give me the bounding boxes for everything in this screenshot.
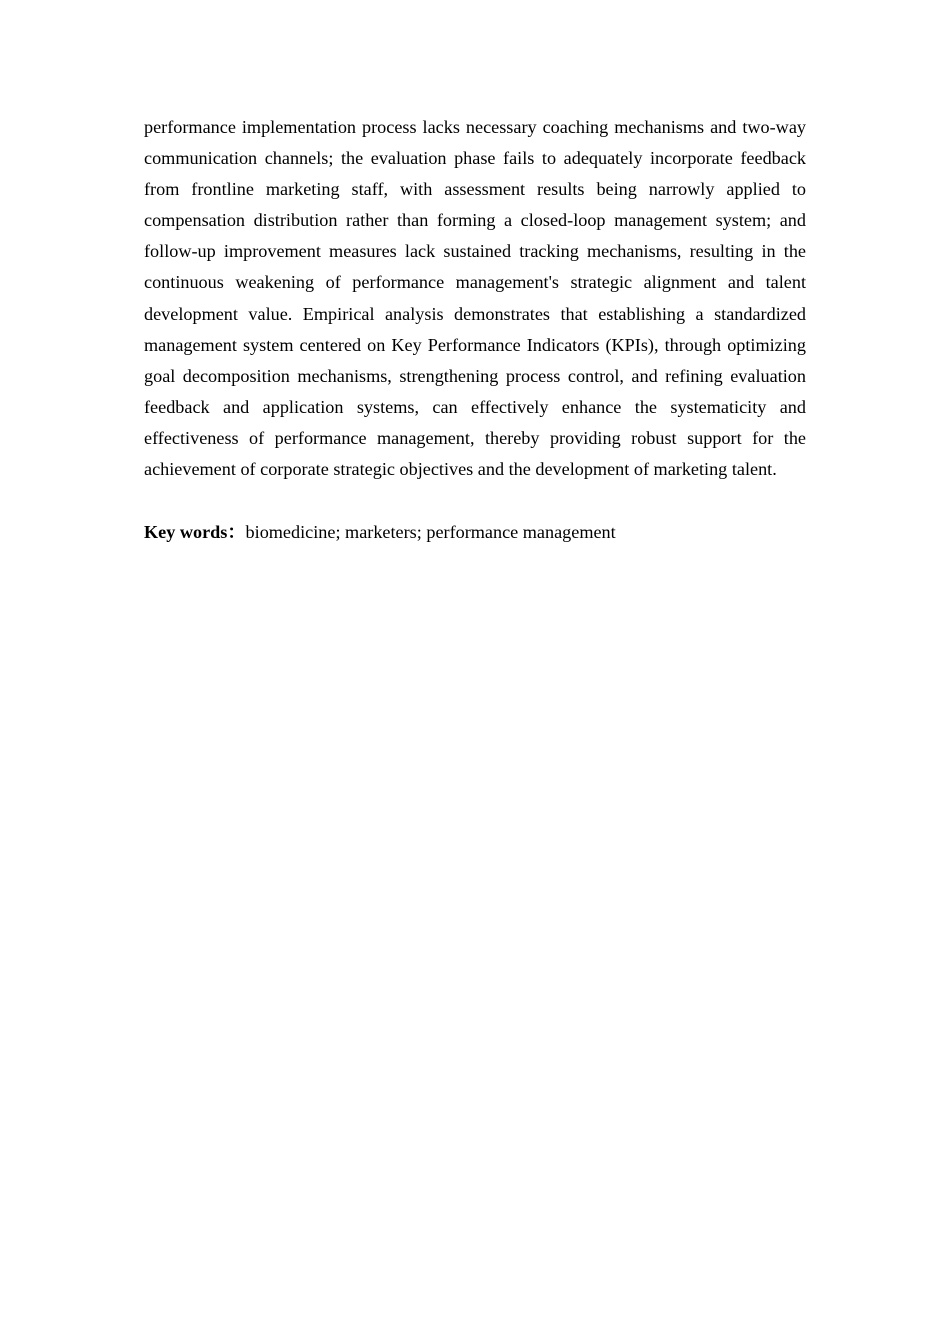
keywords-line — [144, 517, 806, 548]
keywords-label: Key words： — [144, 522, 246, 543]
abstract-paragraph: performance implementation process lacks necessary coaching mechanisms and two-way communication channels; the evaluation phase fails to adequately incorporate feedback from frontline marketing staff, with assessment results being narrowly applied to compensation distribution rather than forming a closed-loop management system; and follow-up improvement measures lack sustained tracking mechanisms, resulting in the continuous weakening of performance management's strategic alignment and talent development value. Empirical analysis demonstrates that establishing a standardized management system centered on Key Performance Indicators (KPIs), through optimizing goal decomposition mechanisms, strengthening process control, and refining evaluation feedback and application systems, can effectively enhance the systematicity and effectiveness of performance management, thereby providing robust support for the achievement of corporate strategic objectives and the development of marketing talent. — [144, 117, 806, 480]
keywords-value: biomedicine; marketers; performance management — [245, 522, 616, 543]
abstract-section — [144, 112, 806, 548]
